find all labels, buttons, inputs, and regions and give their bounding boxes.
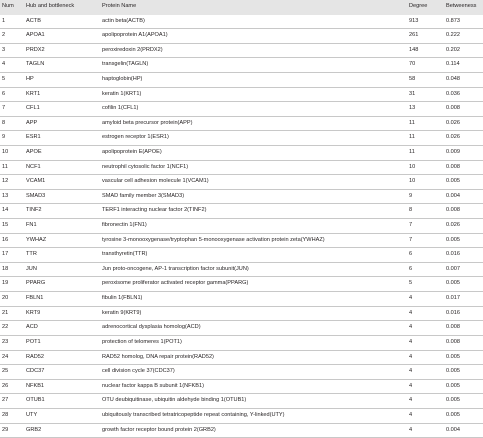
cell-hub: RAD52 [26,350,102,365]
table-row [0,233,483,248]
cell-betweenness: 0.873 [446,17,460,24]
cell-hub: PPARG [26,277,102,292]
cell-degree: 4 [409,306,446,321]
table-header [0,0,483,15]
cell-num: 15 [0,219,26,234]
cell-protein-name: apolipoprotein E(APOE) [102,145,409,160]
cell-protein-name: estrogen receptor 1(ESR1) [102,131,409,146]
cell-num: 18 [0,262,26,277]
cell-protein-name: growth factor receptor bound protein 2(GRB2) [102,423,409,438]
cell-hub: FBLN1 [26,292,102,307]
cell-hub: TTR [26,248,102,263]
cell-num: 2 [0,29,26,44]
cell-num: 25 [0,365,26,380]
cell-betweenness: 0.008 [446,321,483,336]
cell-hub: YWHAZ [26,233,102,248]
cell-hub: ESR1 [26,131,102,146]
cell-hub: KRT1 [26,87,102,102]
cell-betweenness: 0.202 [446,43,483,58]
cell-protein-name: keratin 1(KRT1) [102,87,409,102]
cell-hub: ACD [26,321,102,336]
table-row [0,15,483,29]
cell-protein-name: nuclear factor kappa B subunit 1(NFKB1) [102,379,409,394]
cell-betweenness: 0.005 [446,175,483,190]
cell-protein-name: vascular cell adhesion molecule 1(VCAM1) [102,175,409,190]
cell-betweenness: 0.008 [446,160,483,175]
cell-protein-name: transthyretin(TTR) [102,248,409,263]
cell-num: 1 [2,17,6,24]
header-hub: Hub and bottleneck [26,0,102,15]
cell-betweenness: 0.026 [446,219,483,234]
cell-betweenness: 0.016 [446,248,483,263]
cell-degree: 7 [409,219,446,234]
cell-hub: ACTB [26,17,41,24]
cell-hub: OTUB1 [26,394,102,409]
cell-num: 8 [0,116,26,131]
cell-num: 17 [0,248,26,263]
cell-hub: APOA1 [26,29,102,44]
cell-hub: NFKB1 [26,379,102,394]
cell-num: 29 [0,423,26,438]
table-row [0,408,483,423]
cell-betweenness: 0.007 [446,262,483,277]
table-row [0,262,483,277]
table-row [0,58,483,73]
header-row [0,0,483,15]
cell-hub: APP [26,116,102,131]
cell-num: 26 [0,379,26,394]
cell-degree: 6 [409,262,446,277]
cell-degree: 70 [409,58,446,73]
cell-betweenness: 0.005 [446,379,483,394]
cell-betweenness: 0.026 [446,131,483,146]
header-degree: Degree [409,0,446,15]
table-row [0,43,483,58]
cell-degree: 4 [409,335,446,350]
cell-betweenness: 0.005 [446,233,483,248]
cell-num: 4 [0,58,26,73]
table-row [0,277,483,292]
cell-protein-name: cofilin 1(CFL1) [102,102,409,117]
cell-betweenness: 0.017 [446,292,483,307]
table-row [0,350,483,365]
cell-betweenness: 0.016 [446,306,483,321]
cell-hub: NCF1 [26,160,102,175]
cell-hub: VCAM1 [26,175,102,190]
cell-hub: SMAD3 [26,189,102,204]
cell-degree: 7 [409,233,446,248]
table-row [0,292,483,307]
cell-degree: 9 [409,189,446,204]
table-row [0,219,483,234]
cell-hub: PRDX2 [26,43,102,58]
cell-betweenness: 0.048 [446,72,483,87]
cell-betweenness: 0.005 [446,350,483,365]
cell-protein-name: fibronectin 1(FN1) [102,219,409,234]
cell-num: 19 [0,277,26,292]
cell-hub: JUN [26,262,102,277]
cell-protein-name: OTU deubiquitinase, ubiquitin aldehyde binding 1(OTUB1) [102,394,409,409]
cell-hub: POT1 [26,335,102,350]
cell-num: 28 [0,408,26,423]
cell-num: 7 [0,102,26,117]
cell-degree: 4 [409,423,446,438]
cell-degree: 31 [409,87,446,102]
cell-protein-name: haptoglobin(HP) [102,72,409,87]
cell-degree: 10 [409,175,446,190]
cell-betweenness: 0.008 [446,102,483,117]
table-row [0,189,483,204]
table-row [0,145,483,160]
table-row [0,175,483,190]
cell-betweenness: 0.114 [446,58,483,73]
cell-protein-name: cell division cycle 37(CDC37) [102,365,409,380]
cell-num: 14 [0,204,26,219]
cell-protein-name: apolipoprotein A1(APOA1) [102,29,409,44]
cell-hub: CFL1 [26,102,102,117]
cell-betweenness: 0.005 [446,394,483,409]
cell-protein-name: TERF1 interacting nuclear factor 2(TINF2) [102,204,409,219]
cell-betweenness: 0.004 [446,423,483,438]
cell-betweenness: 0.005 [446,277,483,292]
table-row [0,248,483,263]
cell-hub: TAGLN [26,58,102,73]
cell-hub: FN1 [26,219,102,234]
cell-num: 20 [0,292,26,307]
header-protein-name: Protein Name [102,0,409,15]
cell-protein-name: amyloid beta precursor protein(APP) [102,116,409,131]
header-betweenness: Betweeness [446,0,483,15]
cell-protein-name: adrenocortical dysplasia homolog(ACD) [102,321,409,336]
cell-protein-name: SMAD family member 3(SMAD3) [102,189,409,204]
table-row [0,87,483,102]
cell-degree: 261 [409,29,446,44]
cell-degree: 58 [409,72,446,87]
table-row [0,29,483,44]
cell-degree: 4 [409,350,446,365]
table-row [0,394,483,409]
cell-num: 21 [0,306,26,321]
cell-degree: 4 [409,408,446,423]
header-num: Num [0,0,26,15]
table-row [0,379,483,394]
table-row [0,102,483,117]
cell-num: 6 [0,87,26,102]
cell-num: 23 [0,335,26,350]
cell-num: 24 [0,350,26,365]
table-row [0,321,483,336]
cell-hub: GRB2 [26,423,102,438]
cell-betweenness: 0.008 [446,204,483,219]
cell-betweenness: 0.009 [446,145,483,160]
cell-betweenness: 0.005 [446,408,483,423]
cell-degree: 11 [409,116,446,131]
cell-degree: 6 [409,248,446,263]
table-row [0,160,483,175]
cell-num: 27 [0,394,26,409]
table-row [0,72,483,87]
cell-protein-name: fibulin 1(FBLN1) [102,292,409,307]
cell-num: 10 [0,145,26,160]
cell-protein-name: ubiquitously transcribed tetratricopeptide repeat containing, Y-linked(UTY) [102,408,409,423]
cell-num: 11 [0,160,26,175]
cell-num: 22 [0,321,26,336]
cell-num: 5 [0,72,26,87]
table-body [0,15,483,438]
cell-protein-name: actin beta(ACTB) [102,17,145,24]
table-row [0,423,483,438]
cell-protein-name: tyrosine 3-monooxygenase/tryptophan 5-monooxygenase activation protein zeta(YWHAZ) [102,233,409,248]
cell-protein-name: keratin 9(KRT9) [102,306,409,321]
cell-hub: CDC37 [26,365,102,380]
table-row [0,131,483,146]
cell-degree: 148 [409,43,446,58]
table-row [0,335,483,350]
cell-degree: 8 [409,204,446,219]
cell-degree: 4 [409,321,446,336]
table-row [0,204,483,219]
cell-degree: 4 [409,379,446,394]
cell-betweenness: 0.008 [446,335,483,350]
cell-hub: KRT9 [26,306,102,321]
table-row [0,306,483,321]
cell-protein-name: transgelin(TAGLN) [102,58,409,73]
cell-protein-name: protection of telomeres 1(POT1) [102,335,409,350]
cell-hub: TINF2 [26,204,102,219]
cell-betweenness: 0.222 [446,29,483,44]
cell-betweenness: 0.005 [446,365,483,380]
cell-protein-name: Jun proto-oncogene, AP-1 transcription factor subunit(JUN) [102,262,409,277]
cell-num: 3 [0,43,26,58]
table-row [0,116,483,131]
cell-degree: 4 [409,394,446,409]
cell-degree: 13 [409,102,446,117]
cell-betweenness: 0.026 [446,116,483,131]
table-row [0,365,483,380]
cell-degree: 11 [409,145,446,160]
cell-degree: 4 [409,365,446,380]
cell-degree: 5 [409,277,446,292]
cell-betweenness: 0.036 [446,87,483,102]
cell-degree: 4 [409,292,446,307]
cell-hub: HP [26,72,102,87]
cell-degree: 10 [409,160,446,175]
cell-degree: 11 [409,131,446,146]
cell-hub: UTY [26,408,102,423]
cell-num: 12 [0,175,26,190]
cell-degree: 913 [409,17,419,24]
cell-num: 13 [0,189,26,204]
cell-protein-name: neutrophil cytosolic factor 1(NCF1) [102,160,409,175]
cell-betweenness: 0.004 [446,189,483,204]
cell-num: 9 [0,131,26,146]
cell-num: 16 [0,233,26,248]
cell-protein-name: peroxisome proliferator activated receptor gamma(PPARG) [102,277,409,292]
cell-hub: APOE [26,145,102,160]
cell-protein-name: RAD52 homolog, DNA repair protein(RAD52) [102,350,409,365]
cell-protein-name: peroxiredoxin 2(PRDX2) [102,43,409,58]
